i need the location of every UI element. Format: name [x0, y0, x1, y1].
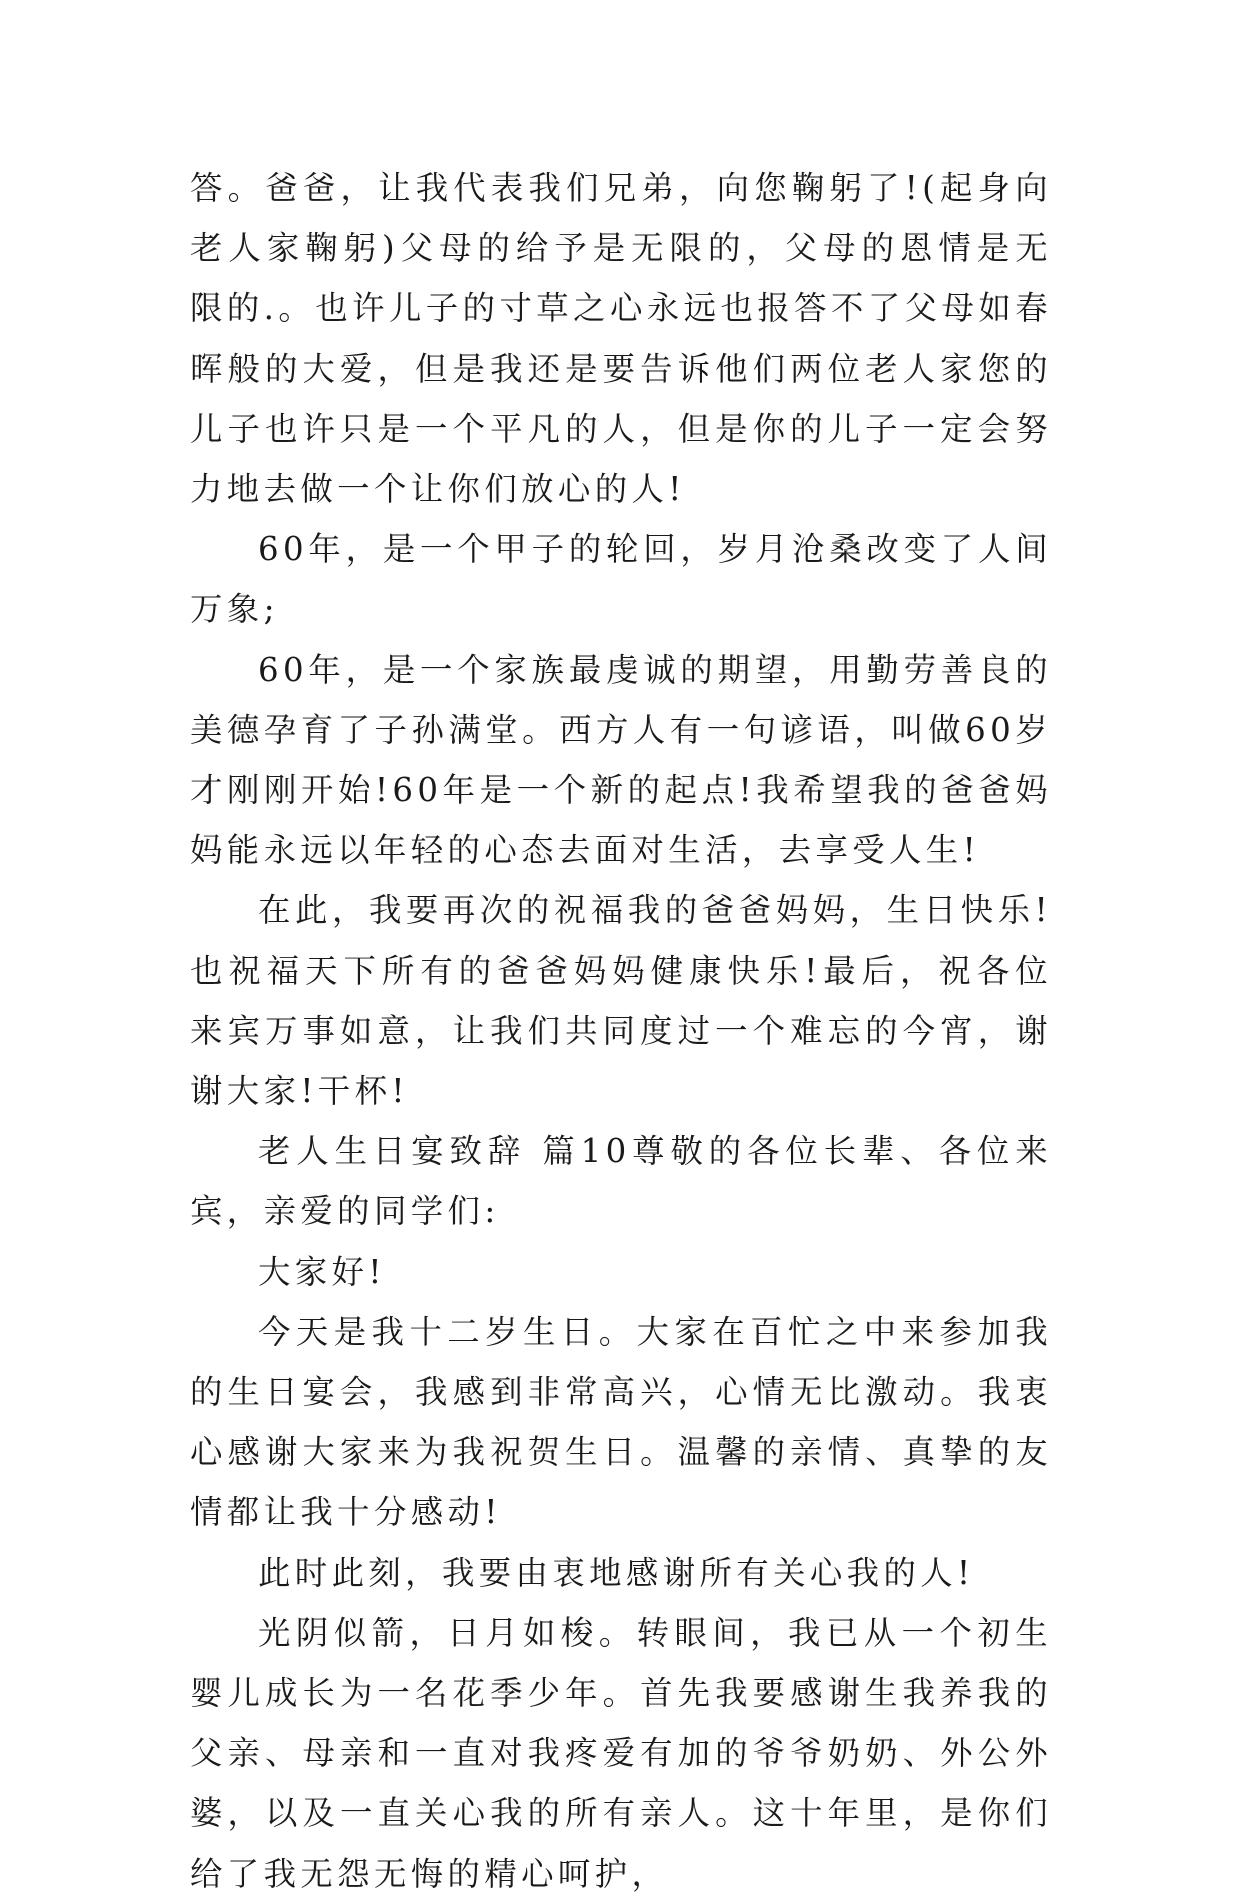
paragraph: 在此，我要再次的祝福我的爸爸妈妈，生日快乐!也祝福天下所有的爸爸妈妈健康快乐!最后，祝各位来宾万事如意，让我们共同度过一个难忘的今宵，谢谢大家!干杯! [190, 891, 1052, 1111]
paragraph: 今天是我十二岁生日。大家在百忙之中来参加我的生日宴会，我感到非常高兴，心情无比激动。我衷心感谢大家来为我祝贺生日。温馨的亲情、真挚的友情都让我十分感动! [190, 1312, 1052, 1532]
greeting-paragraph: 大家好! [258, 1252, 386, 1291]
paragraph: 此时此刻，我要由衷地感谢所有关心我的人! [258, 1553, 975, 1592]
paragraph-continuation: 答。爸爸，让我代表我们兄弟，向您鞠躬了!(起身向老人家鞠躬)父母的给予是无限的，父母的恩情是无限的.。也许儿子的寸草之心永远也报答不了父母如春晖般的大爱，但是我还是要告诉他们两位老人家您的儿子也许只是一个平凡的人，但是你的儿子一定会努力地去做一个让你们放心的人! [190, 169, 1052, 509]
section-heading-paragraph: 老人生日宴致辞 篇10尊敬的各位长辈、各位来宾，亲爱的同学们: [190, 1132, 1052, 1231]
paragraph: 光阴似箭，日月如梭。转眼间，我已从一个初生婴儿成长为一名花季少年。首先我要感谢生我养我的父亲、母亲和一直对我疼爱有加的爷爷奶奶、外公外婆，以及一直关心我的所有亲人。这十年里，是你们给了我无怨无悔的精心呵护， [190, 1613, 1052, 1893]
paragraph: 60年，是一个甲子的轮回，岁月沧桑改变了人间万象; [190, 530, 1052, 629]
document-body [190, 158, 1052, 1904]
paragraph: 60年，是一个家族最虔诚的期望，用勤劳善良的美德孕育了子孙满堂。西方人有一句谚语，叫做60岁才刚刚开始!60年是一个新的起点!我希望我的爸爸妈妈能永远以年轻的心态去面对生活，去享受人生! [190, 650, 1052, 870]
